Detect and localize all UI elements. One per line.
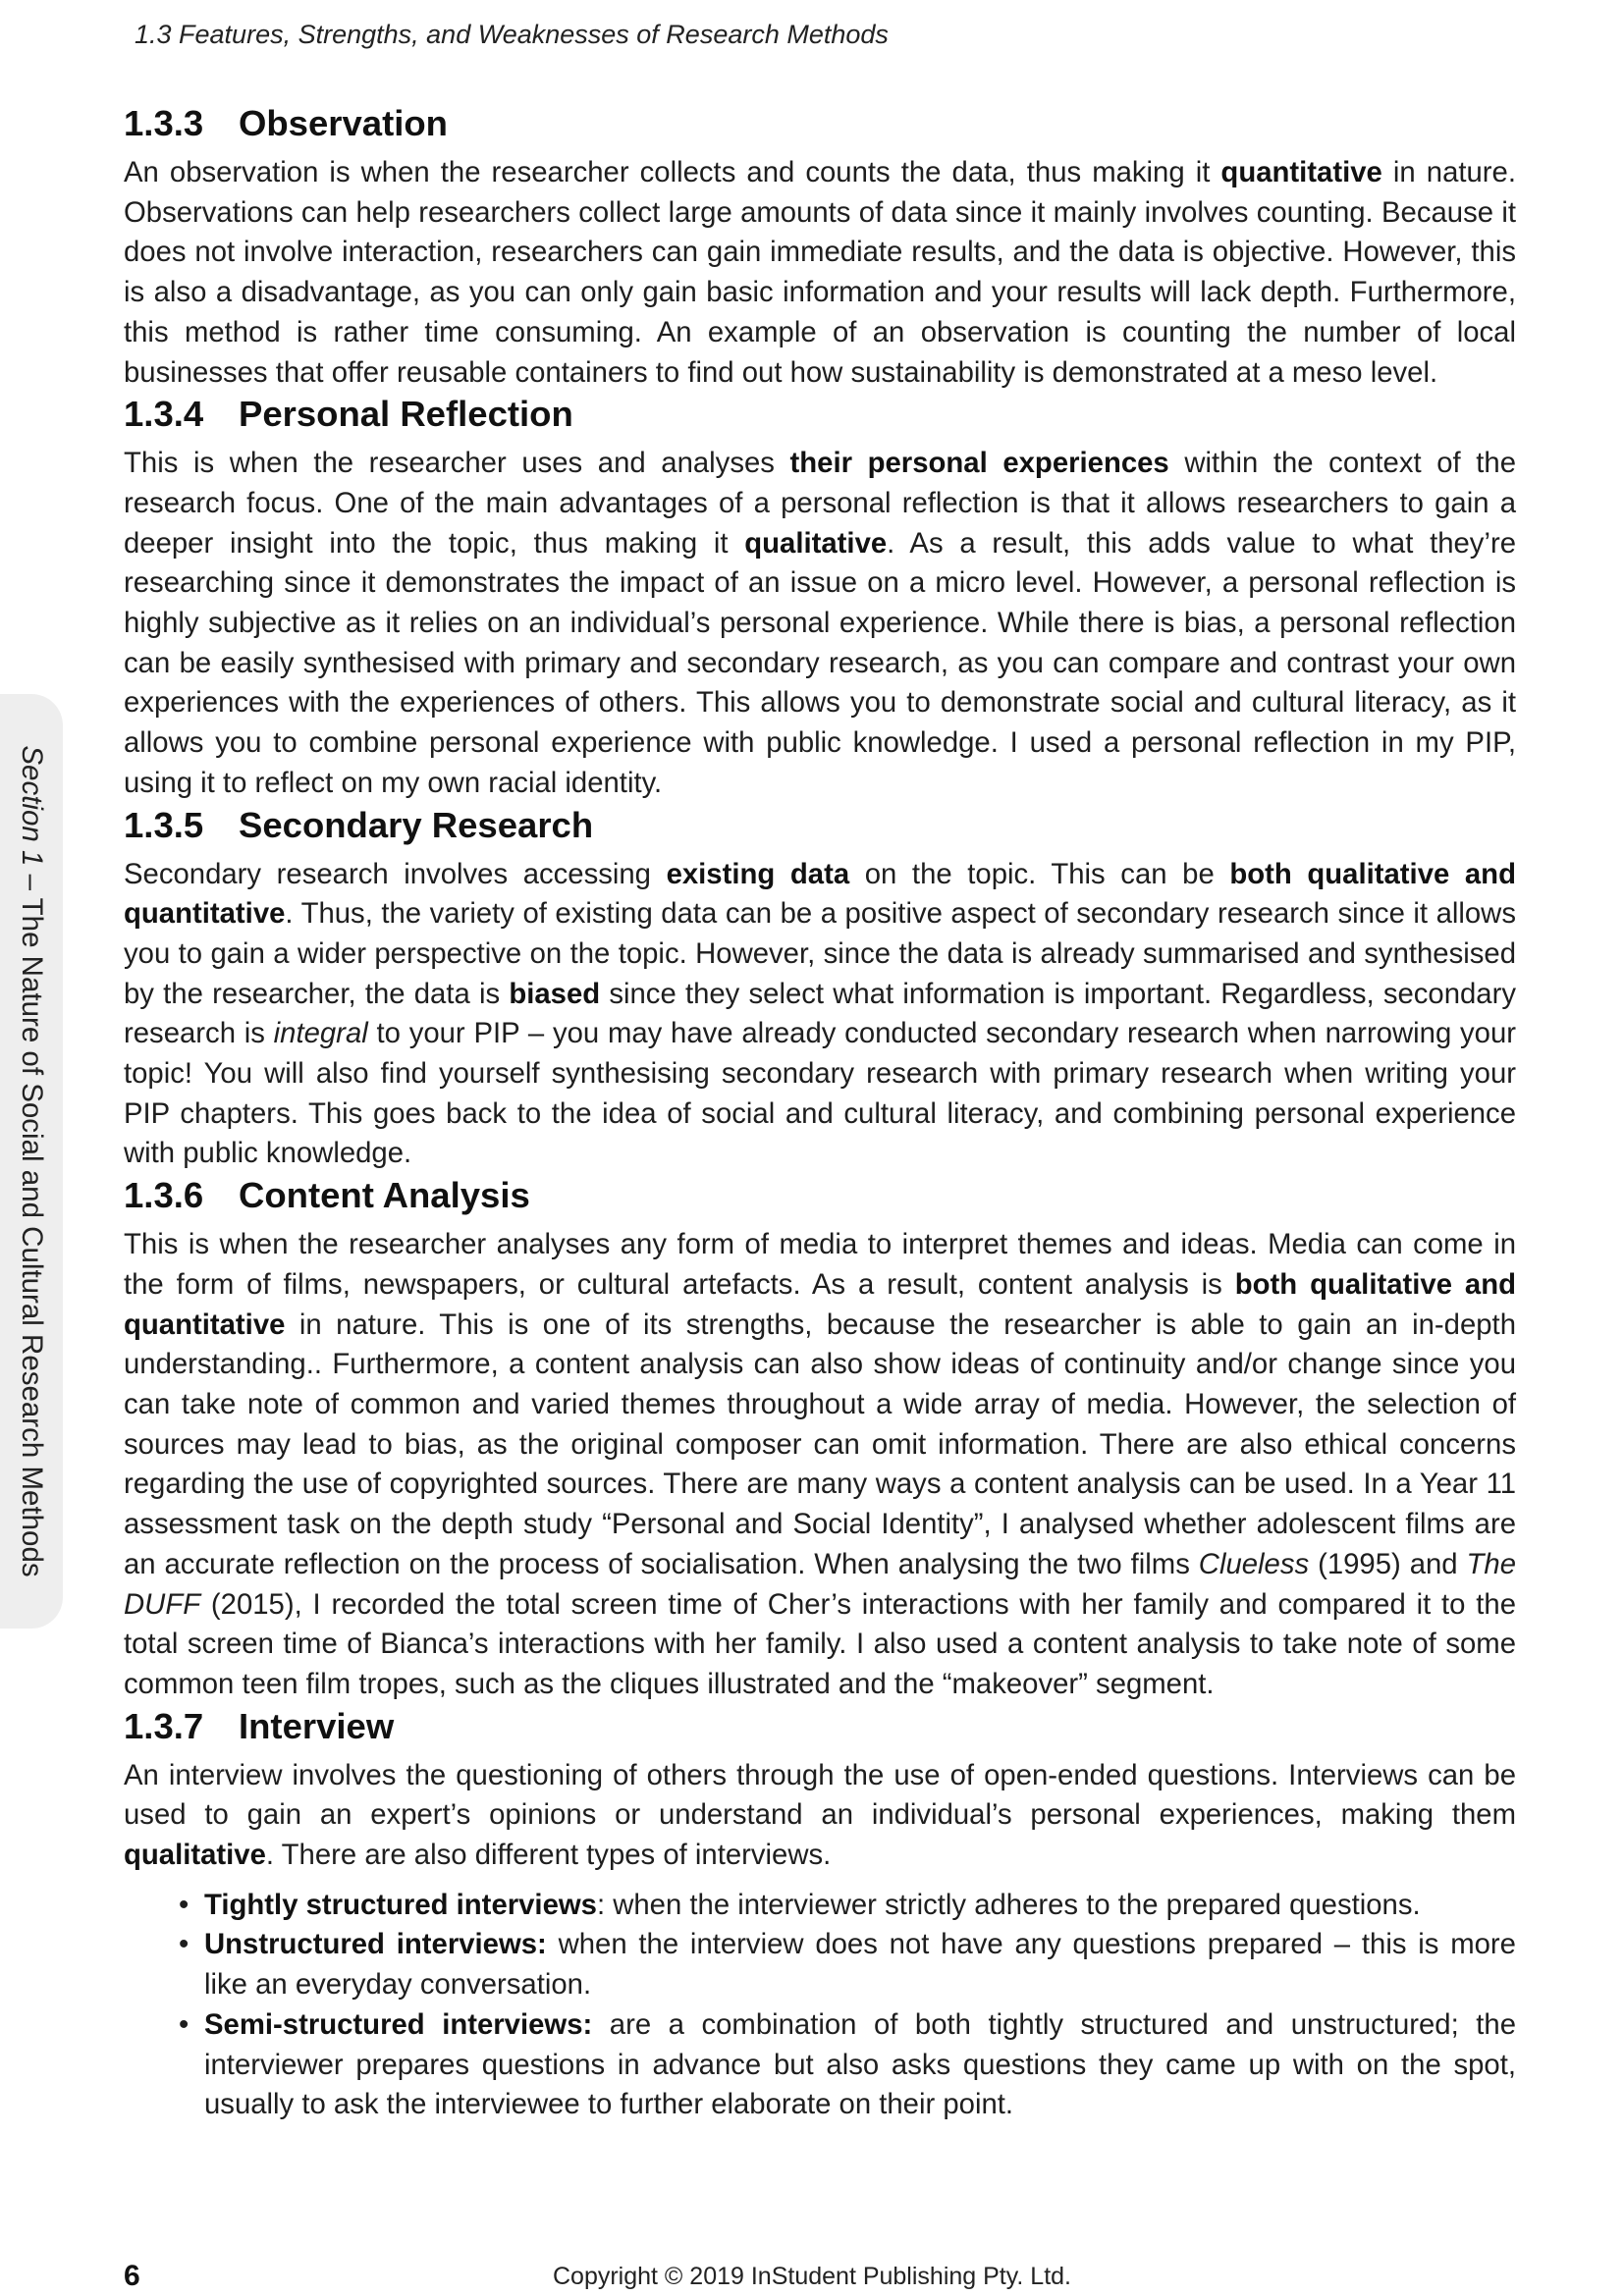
text-run: in nature. Observations can help researchers collect large amounts of data since it mainly involves counting. Because it does not involve interaction, researchers can gain immediate results, and the data is objective. However, this is also a disadvantage, as you can only gain basic information and your results will lack depth. Furthermore, this method is rather time consuming. An example of an observation is counting the number of local businesses that offer reusable containers to find out how sustainability is demonstrated at a meso level. (124, 156, 1516, 389)
bold-term: Unstructured interviews: (204, 1928, 547, 1961)
section-heading (124, 102, 1516, 145)
section-title: Observation (239, 103, 448, 143)
text-run: (1995) and (1309, 1547, 1467, 1580)
bold-term: Semi-structured interviews: (204, 2007, 593, 2041)
text-run: This is when the researcher analyses any form of media to interpret themes and ideas. Media can come in the form of films, newspapers, or cultural artefacts. As a result, content analysis is (124, 1228, 1516, 1301)
section-content-analysis (124, 1174, 1516, 1704)
copyright-notice: Copyright © 2019 InStudent Publishing Pty. Ltd. (552, 2263, 1071, 2290)
list-item (179, 1886, 1516, 1926)
bold-term: existing data (666, 857, 850, 890)
main-content (124, 102, 1516, 2125)
section-heading (124, 1705, 1516, 1748)
bold-term: qualitative (744, 526, 888, 560)
text-run: . There are also different types of interviews. (265, 1839, 832, 1872)
section-title: Personal Reflection (239, 394, 573, 435)
section-secondary-research (124, 804, 1516, 1175)
bold-term: biased (509, 977, 601, 1010)
bold-term: Tightly structured interviews (204, 1888, 597, 1921)
section-title: Content Analysis (239, 1175, 530, 1216)
italic-term: Clueless (1198, 1547, 1310, 1580)
paragraph (124, 153, 1516, 393)
section-number: 1.3.5 (124, 804, 204, 845)
text-run: An interview involves the questioning of others through the use of open-ended questions. Interviews can be used to gain an expert’s opinions or understand an individual’s personal experiences, making them (124, 1758, 1516, 1832)
section-title: Interview (239, 1705, 395, 1746)
section-heading (124, 804, 1516, 847)
interview-types-list (124, 1886, 1516, 2125)
section-heading (124, 393, 1516, 436)
side-tab-lead: Section 1 (16, 745, 48, 867)
running-head: 1.3 Features, Strengths, and Weaknesses of Research Methods (135, 20, 889, 49)
text-run: . As a result, this adds value to what they’re researching since it demonstrates the impact of an issue on a micro level. However, a personal reflection is highly subjective as it relies on an individual’s personal experience. While there is bias, a personal reflection can be easily synthesised with primary and secondary research, as you can compare and contrast your own experiences with the experiences of others. This allows you to demonstrate social and cultural literacy, as it allows you to combine personal experience with public knowledge. I used a personal reflection in my PIP, using it to reflect on my own racial identity. (124, 526, 1516, 799)
italic-term: The DUFF (124, 1547, 1516, 1621)
paragraph (124, 855, 1516, 1175)
section-title: Secondary Research (239, 804, 594, 845)
section-number: 1.3.6 (124, 1175, 204, 1216)
section-number: 1.3.7 (124, 1705, 204, 1746)
text-run: This is when the researcher uses and analyses (124, 447, 790, 480)
section-observation (124, 102, 1516, 393)
text-run: since they select what information is important. Regardless, secondary research is (124, 977, 1516, 1050)
text-run: . Thus, the variety of existing data can be a positive aspect of secondary research since it allows you to gain a wider perspective on the topic. However, since the data is already summarised and synthesised by the researcher, the data is (124, 897, 1516, 1010)
text-run: (2015), I recorded the total screen time of Cher’s interactions with her family and compared it to the total screen time of Bianca’s interactions with her family. I also used a content analysis to take note of some common teen film tropes, such as the cliques illustrated and the “makeover” segment. (124, 1587, 1516, 1700)
bold-term: their personal experiences (789, 447, 1169, 480)
side-tab-rest: – The Nature of Social and Cultural Research Methods (16, 866, 48, 1577)
text-run: to your PIP – you may have already conducted secondary research when narrowing your topic! You will also find yourself synthesising secondary research with primary research when writing your PIP chapters. This goes back to the idea of social and cultural literacy, and combining personal experience with public knowledge. (124, 1017, 1516, 1170)
page-number: 6 (124, 2260, 140, 2292)
section-number: 1.3.4 (124, 394, 204, 435)
side-tab-label (15, 745, 48, 1576)
text-run: on the topic. This can be (849, 857, 1230, 890)
text-run: when the interview does not have any questions prepared – this is more like an everyday conversation. (204, 1928, 1516, 2002)
text-run: in nature. This is one of its strengths, because the researcher is able to gain an in-depth understanding.. Furthermore, a content analysis can also show ideas of continuity and/or change since you can take note of common and varied themes throughout a wide array of media. However, the selection of sources may lead to bias, as the original composer can omit information. There are also ethical concerns regarding the use of copyrighted sources. There are many ways a content analysis can be used. In a Year 11 assessment task on the depth study “Personal and Social Identity”, I analysed whether adolescent films are an accurate reflection on the process of socialisation. When analysing the two films (124, 1308, 1516, 1580)
bold-term: quantitative (1220, 156, 1382, 188)
bold-term: qualitative (124, 1839, 266, 1872)
list-item (179, 2005, 1516, 2125)
bold-term: both qualitative and quantitative (124, 857, 1516, 931)
italic-term: integral (273, 1017, 368, 1050)
text-run: are a combination of both tightly structured and unstructured; the interviewer prepares questions in advance but also asks questions they came up with on the spot, usually to ask the interviewee to further elaborate on their point. (204, 2007, 1516, 2121)
text-run: : when the interviewer strictly adheres to the prepared questions. (596, 1888, 1421, 1921)
paragraph (124, 1225, 1516, 1704)
bold-term: both qualitative and quantitative (124, 1267, 1516, 1341)
paragraph (124, 444, 1516, 803)
section-number: 1.3.3 (124, 103, 204, 143)
paragraph (124, 1756, 1516, 1876)
text-run: An observation is when the researcher collects and counts the data, thus making it (124, 156, 1221, 188)
text-run: within the context of the research focus. One of the main advantages of a personal reflection is that it allows researchers to gain a deeper insight into the topic, thus making it (124, 447, 1517, 560)
section-interview (124, 1705, 1516, 2125)
section-heading (124, 1174, 1516, 1217)
list-item (179, 1925, 1516, 2004)
section-personal-reflection (124, 393, 1516, 803)
text-run: Secondary research involves accessing (124, 857, 667, 890)
